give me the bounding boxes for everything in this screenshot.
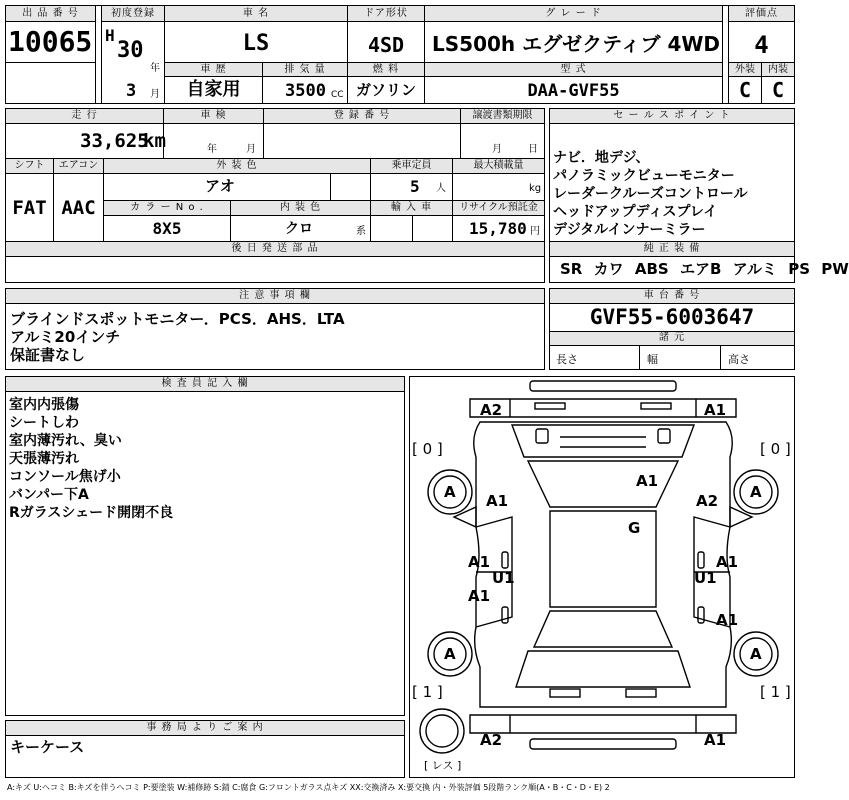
inspector-line: バンパー下A — [9, 487, 89, 503]
ac-value: AAC — [61, 197, 96, 219]
mark-front-left: A2 — [480, 401, 503, 419]
mark-left-sill: U1 — [492, 569, 515, 587]
legend: A:キズ U:ヘコミ B:キズを伴うヘコミ P:要塗装 W:補修跡 S:錆 C:腐食 G:フロントガラス点キズ XX:交換済み X:要交換 内・外装評価 5段階ランク順(A・B・C・D・E) 2 — [7, 783, 610, 792]
inspection-year-unit: 年 — [207, 144, 217, 155]
ac-label: エアコン — [58, 160, 99, 171]
color-no-label: カ ラ ー N o . — [130, 202, 204, 213]
shift-label: シフト — [14, 160, 45, 171]
car-outline — [410, 377, 796, 779]
chassis-label: 車 台 番 号 — [643, 290, 701, 301]
mark-wheel-rr: A — [750, 645, 762, 663]
sales-points-label: セ ー ル ス ポ イ ン ト — [613, 110, 731, 121]
office-text: キーケース — [10, 738, 85, 756]
mark-right-sill: U1 — [694, 569, 717, 587]
mark-hood: A1 — [636, 472, 659, 490]
tire-rear-right: [ 1 ] — [760, 683, 791, 701]
note-line: 保証書なし — [10, 346, 86, 364]
mark-right-front-door: A1 — [716, 553, 739, 571]
inspector-label: 検 査 員 記 入 欄 — [161, 378, 249, 389]
int-color-label: 内 装 色 — [279, 202, 322, 213]
door-label: ドア形状 — [364, 8, 408, 19]
mark-left-rear-door: A1 — [468, 587, 491, 605]
equipment-item: SR — [560, 260, 583, 278]
inspection-month-unit: 月 — [246, 144, 256, 155]
model-value: DAA-GVF55 — [527, 81, 620, 101]
lot-no-label: 出 品 番 号 — [22, 8, 79, 19]
displacement-value: 3500 — [285, 81, 326, 101]
reg-no-label: 登 録 番 号 — [333, 110, 391, 121]
mark-rear-left: A2 — [480, 731, 503, 749]
transfer-month-unit: 月 — [492, 144, 502, 155]
fuel-value: ガソリン — [355, 81, 416, 99]
mark-front-right: A1 — [704, 401, 727, 419]
office-label: 事 務 局 よ り ご 案 内 — [146, 722, 264, 733]
equipment-list — [560, 262, 849, 277]
sales-points-list — [553, 149, 748, 239]
ext-grade-label: 外装 — [735, 64, 755, 75]
capacity-value: 5 — [410, 177, 420, 196]
int-color-unit: 系 — [356, 226, 366, 237]
displacement-unit: CC — [331, 90, 344, 100]
mark-left-front-door: A1 — [468, 553, 491, 571]
capacity-label: 乗車定員 — [391, 160, 432, 171]
later-parts-label: 後 日 発 送 部 品 — [231, 243, 319, 254]
displacement-label: 排 気 量 — [284, 64, 326, 75]
dims-label: 諸 元 — [658, 332, 686, 343]
sales-point-item: ヘッドアップディスプレイ — [553, 204, 718, 220]
history-value: 自家用 — [186, 79, 241, 100]
capacity-unit: 人 — [436, 183, 446, 194]
inspector-line: シートしわ — [9, 415, 79, 431]
equipment-item: PS — [788, 260, 811, 278]
reg-year: 30 — [117, 38, 144, 63]
equipment-item: カワ — [593, 260, 624, 278]
equipment-item: エアB — [679, 260, 722, 278]
int-grade-label: 内装 — [768, 64, 788, 75]
grade-value: LS500h エグゼクティブ 4WD — [432, 32, 721, 56]
inspector-line: 天張薄汚れ — [9, 451, 79, 467]
int-color-value: クロ — [285, 221, 313, 237]
mark-roof: G — [628, 519, 641, 537]
ext-color-value: アオ — [205, 177, 235, 195]
tire-rear-left: [ 1 ] — [412, 683, 443, 701]
tire-front-left: [ 0 ] — [412, 440, 443, 458]
shift-value: FAT — [12, 197, 47, 219]
equipment-item: PW — [821, 260, 849, 278]
chassis-number: GVF55-6003647 — [589, 305, 755, 329]
equipment-item: ABS — [634, 260, 669, 278]
sales-point-item: パノラミックビューモニター — [553, 168, 735, 184]
mark-right-front-fender: A2 — [696, 492, 719, 510]
era-letter: H — [105, 26, 115, 45]
recycle-unit: 円 — [530, 226, 540, 237]
mark-wheel-fl: A — [444, 483, 456, 501]
mark-wheel-fr: A — [750, 483, 762, 501]
inspector-line: コンソール焦げ小 — [9, 469, 121, 485]
spare-tire-label: [ レス ] — [424, 759, 462, 772]
month-unit: 月 — [150, 89, 160, 100]
equipment-label: 純 正 装 備 — [643, 243, 701, 254]
damage-diagram — [409, 376, 795, 778]
mileage-value: 33,625 — [80, 130, 149, 152]
width-label: 幅 — [647, 353, 658, 366]
max-load-label: 最大積載量 — [473, 160, 524, 171]
ext-color-label: 外 装 色 — [216, 160, 258, 171]
score-label: 評価点 — [745, 8, 778, 19]
equipment-item: アルミ — [732, 260, 778, 278]
inspector-list — [9, 396, 173, 522]
transfer-day-unit: 日 — [528, 144, 538, 155]
sales-point-item: レーダークルーズコントロール — [553, 186, 748, 202]
mark-left-front-fender: A1 — [486, 492, 509, 510]
score-value: 4 — [754, 31, 769, 59]
notes-list — [10, 310, 345, 364]
car-name: LS — [242, 31, 270, 56]
door-type: 4SD — [367, 33, 405, 57]
ext-grade: C — [738, 78, 752, 102]
mileage-label: 走 行 — [71, 110, 98, 121]
car-name-label: 車 名 — [242, 8, 270, 19]
length-label: 長さ — [556, 353, 578, 366]
inspector-line: 室内内張傷 — [9, 397, 79, 413]
reg-month: 3 — [126, 81, 137, 101]
mark-wheel-rl: A — [444, 645, 456, 663]
tire-front-right: [ 0 ] — [760, 440, 791, 458]
int-grade: C — [771, 78, 785, 102]
inspector-line: Rガラスシェード開閉不良 — [9, 505, 174, 521]
recycle-label: リサイクル預託金 — [459, 202, 538, 213]
note-line: アルミ20インチ — [10, 328, 121, 346]
inspector-line: 室内薄汚れ、臭い — [9, 433, 122, 449]
mileage-unit: km — [143, 130, 166, 152]
height-label: 高さ — [728, 353, 750, 366]
import-label: 輸 入 車 — [390, 202, 433, 213]
note-line: ブラインドスポットモニター．PCS．AHS．LTA — [10, 310, 345, 328]
sales-point-item: デジタルインナーミラー — [553, 222, 706, 238]
grade-label: グ レ ー ド — [545, 8, 602, 19]
mark-rear-right: A1 — [704, 731, 727, 749]
inspection-label: 車 検 — [200, 110, 227, 121]
lot-number: 10065 — [8, 25, 93, 58]
color-no-value: 8X5 — [152, 219, 182, 238]
sales-point-item: ナビ．地デジ、 — [553, 150, 650, 166]
fuel-label: 燃 料 — [372, 64, 400, 75]
year-unit: 年 — [150, 63, 160, 74]
mark-right-rear-door: A1 — [716, 611, 739, 629]
history-label: 車 歴 — [200, 64, 227, 75]
max-load-unit: kg — [529, 183, 542, 194]
model-label: 型 式 — [560, 64, 587, 75]
transfer-label: 譲渡書類期限 — [472, 110, 533, 121]
first-reg-label: 初度登録 — [111, 8, 155, 19]
notes-label: 注 意 事 項 欄 — [239, 290, 311, 301]
recycle-value: 15,780 — [469, 219, 527, 238]
